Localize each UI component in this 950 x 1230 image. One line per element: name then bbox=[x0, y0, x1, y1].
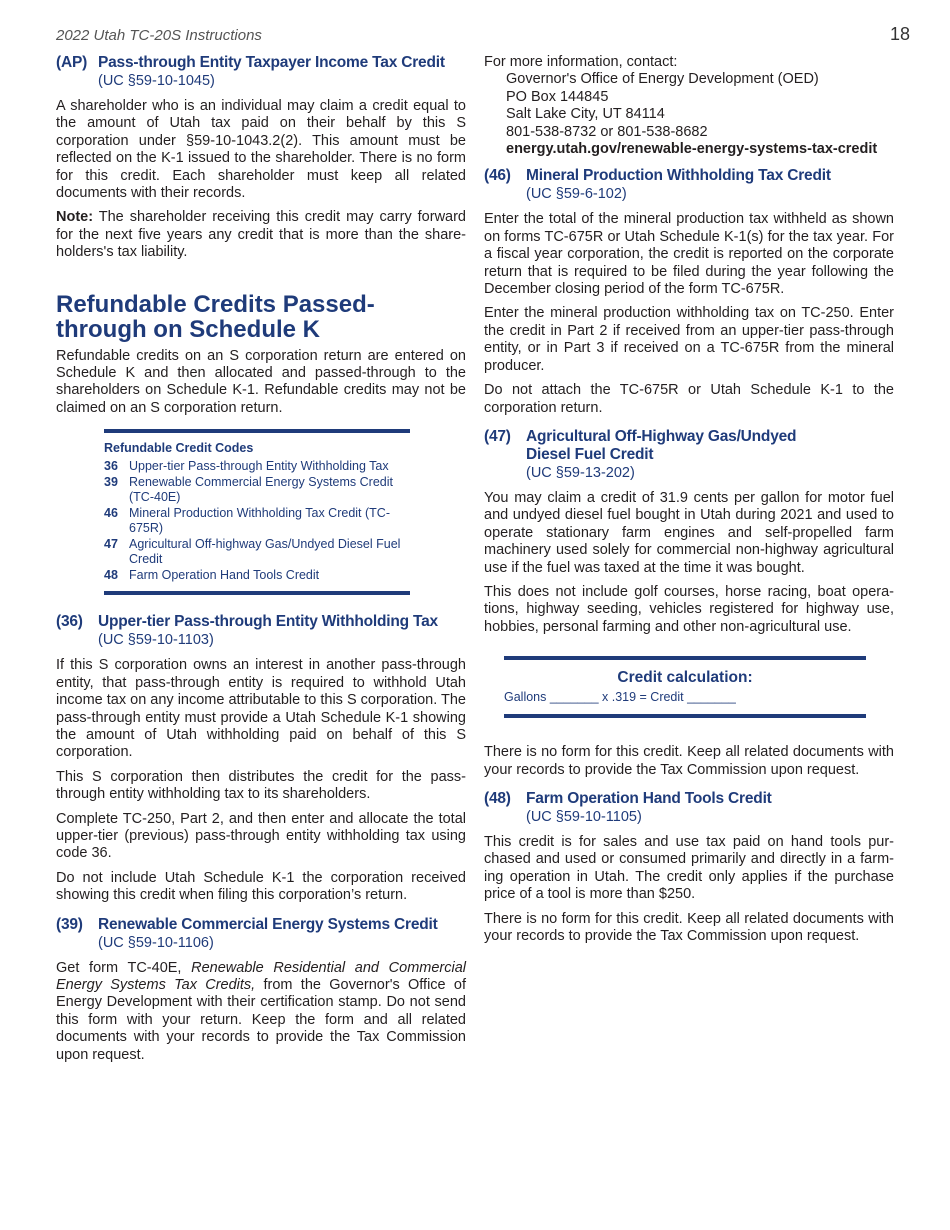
paragraph: This credit is for sales and use tax paid on hand tools pur-chased and used or consumed primarily and directly in a farm-ing operation in Utah. The credit only applies if the purchase price of a tool is more than $250. bbox=[484, 833, 894, 903]
credit-calculation-box bbox=[504, 656, 866, 718]
code-number: 39 bbox=[104, 474, 118, 489]
section-title bbox=[526, 428, 796, 464]
section-citation: (UC §59-6-102) bbox=[526, 186, 627, 203]
section-number: (47) bbox=[484, 427, 511, 445]
paragraph bbox=[56, 960, 466, 1064]
right-column bbox=[484, 54, 894, 952]
refundable-credit-codes-box bbox=[104, 429, 410, 595]
code-number: 48 bbox=[104, 567, 118, 582]
section-46-heading bbox=[484, 167, 894, 185]
paragraph: A shareholder who is an individual may claim a credit equal to the amount of Utah tax paid on their behalf by this S corporation under §59-10-1043.2(2). This amount must be reflected on the K-1 issued to the shareholder. There is no form for this credit. Each shareholder must keep all related documents with their records. bbox=[56, 98, 466, 202]
paragraph: This S corporation then distributes the credit for the pass-through entity withholding tax to its shareholders. bbox=[56, 768, 466, 803]
section-title: Mineral Production Withholding Tax Credit bbox=[526, 167, 831, 185]
code-item bbox=[104, 459, 410, 475]
title-line: Agricultural Off-Highway Gas/Undyed bbox=[526, 427, 797, 445]
paragraph: Enter the mineral production withholding tax on TC-250. Enter the credit in Part 2 if received from an upper-tier pass-through entity, or in Part 3 if received on a TC-675R from the mineral producer. bbox=[484, 305, 894, 374]
section-title: Pass-through Entity Taxpayer Income Tax Credit bbox=[98, 54, 445, 71]
paragraph: Complete TC-250, Part 2, and then enter and allocate the total upper-tier (previous) pass-through entity withholding tax using code 36. bbox=[56, 810, 466, 862]
page-number: 18 bbox=[890, 24, 911, 44]
heading-line: Refundable Credits Passed- bbox=[56, 290, 375, 318]
paragraph: You may claim a credit of 31.9 cents per gallon for motor fuel and undyed diesel fuel bought in Utah during 2021 and used to operate stationary farm engines and self-propelled farm machinery used solely for commercial non-highway agricultural use if the fuel was taxed at the time it was bought. bbox=[484, 489, 894, 576]
section-number: (46) bbox=[484, 167, 511, 185]
code-description: Mineral Production Withholding Tax Credit (TC-675R) bbox=[129, 505, 390, 536]
text-run: Get form TC-40E, bbox=[56, 959, 192, 976]
section-citation: (UC §59-10-1045) bbox=[98, 73, 215, 89]
section-citation: (UC §59-13-202) bbox=[526, 464, 635, 481]
contact-phone: 801-538-8732 or 801-538-8682 bbox=[506, 123, 708, 140]
paragraph: This does not include golf courses, horse racing, boat opera-tions, highway seeding, vehicles registered for highway use, hobbies, personal farming and other non-agricultural use. bbox=[484, 583, 894, 635]
refundable-credits-heading bbox=[56, 292, 466, 342]
code-description: Farm Operation Hand Tools Credit bbox=[129, 567, 320, 582]
section-citation: (UC §59-10-1105) bbox=[526, 808, 642, 825]
section-48-heading bbox=[484, 790, 894, 808]
contact-intro: For more information, contact: bbox=[484, 54, 678, 70]
calc-formula: Gallons _______ x .319 = Credit _______ bbox=[504, 690, 736, 705]
section-number: (AP) bbox=[56, 54, 88, 71]
paragraph: Do not include Utah Schedule K-1 the corporation received showing this credit when filing this corporation’s return. bbox=[56, 869, 466, 904]
contact-line: Salt Lake City, UT 84114 bbox=[506, 106, 665, 123]
section-36-heading bbox=[56, 613, 466, 631]
code-item bbox=[104, 475, 410, 506]
form-title-italic: Renewable Residential and Commercial Energy Systems Tax Credits, bbox=[56, 959, 466, 993]
section-number: (36) bbox=[56, 613, 83, 631]
contact-line: Governor's Office of Energy Development (OED) bbox=[506, 71, 819, 88]
paragraph: Do not attach the TC-675R or Utah Schedule K-1 to the corporation return. bbox=[484, 382, 894, 416]
note-paragraph bbox=[56, 209, 466, 261]
section-number: (48) bbox=[484, 789, 511, 807]
contact-block bbox=[484, 71, 894, 158]
note-text: The shareholder receiving this credit may carry forward for the next five years any credit that is more than the share-holders's tax liability. bbox=[56, 209, 466, 261]
contact-line: PO Box 144845 bbox=[506, 88, 609, 105]
code-number: 46 bbox=[104, 505, 118, 520]
section-citation: (UC §59-10-1106) bbox=[98, 934, 214, 951]
codes-box-title: Refundable Credit Codes bbox=[104, 441, 254, 456]
left-column bbox=[56, 54, 466, 1071]
section-title: Farm Operation Hand Tools Credit bbox=[526, 789, 772, 807]
text-run: from the Governor's Office of Energy Development with their certification stamp. Do not send this form with your return. Keep the form and all related documents with your records to provide the Tax Commission upon request. bbox=[56, 976, 466, 1063]
note-label: Note: bbox=[56, 209, 94, 226]
section-number: (39) bbox=[56, 915, 83, 933]
code-description: Agricultural Off-highway Gas/Undyed Diesel Fuel Credit bbox=[129, 536, 401, 567]
code-description: Upper-tier Pass-through Entity Withholding Tax bbox=[129, 459, 389, 474]
contact-url[interactable]: energy.utah.gov/renewable-energy-systems-tax-credit bbox=[506, 141, 878, 158]
code-number: 36 bbox=[104, 459, 118, 474]
section-title: Renewable Commercial Energy Systems Credit bbox=[98, 915, 438, 933]
paragraph: There is no form for this credit. Keep all related documents with your records to provide the Tax Commission upon request. bbox=[484, 744, 894, 778]
code-item bbox=[104, 568, 410, 584]
paragraph: There is no form for this credit. Keep all related documents with your records to provide the Tax Commission upon request. bbox=[484, 910, 894, 944]
section-title: Upper-tier Pass-through Entity Withholding Tax bbox=[98, 613, 438, 631]
calc-title: Credit calculation: bbox=[617, 669, 753, 687]
section-47-heading bbox=[484, 428, 894, 464]
section-citation: (UC §59-10-1103) bbox=[98, 632, 214, 649]
code-number: 47 bbox=[104, 536, 118, 551]
paragraph: If this S corporation owns an interest in another pass-through entity, that pass-through entity is required to withhold Utah income tax on any income attributable to this S corporation. The pass-through entity must provide a Utah Schedule K-1 showing the amount of Utah withholding paid on behalf of this S corporation. bbox=[56, 657, 466, 761]
heading-line: through on Schedule K bbox=[56, 315, 320, 343]
document-title: 2022 Utah TC-20S Instructions bbox=[56, 27, 262, 44]
title-line: Diesel Fuel Credit bbox=[526, 445, 654, 463]
section-ap-heading bbox=[56, 54, 466, 72]
paragraph: Enter the total of the mineral production tax withheld as shown on forms TC-675R or Utah Schedule K-1(s) for the tax year. For a fiscal year corporation, the credit is reported on the corporate return that is required to be filed during the year following the December closing period of the form TC-675R. bbox=[484, 211, 894, 298]
code-item bbox=[104, 537, 410, 568]
section-39-heading bbox=[56, 916, 466, 934]
code-description: Renewable Commercial Energy Systems Credit (TC-40E) bbox=[129, 474, 393, 505]
paragraph: Refundable credits on an S corporation return are entered on Schedule K and then allocated and passed-through to the shareholders on Schedule K-1. Refundable credits may not be claimed on an S corporation return. bbox=[56, 347, 466, 416]
code-item bbox=[104, 506, 410, 537]
